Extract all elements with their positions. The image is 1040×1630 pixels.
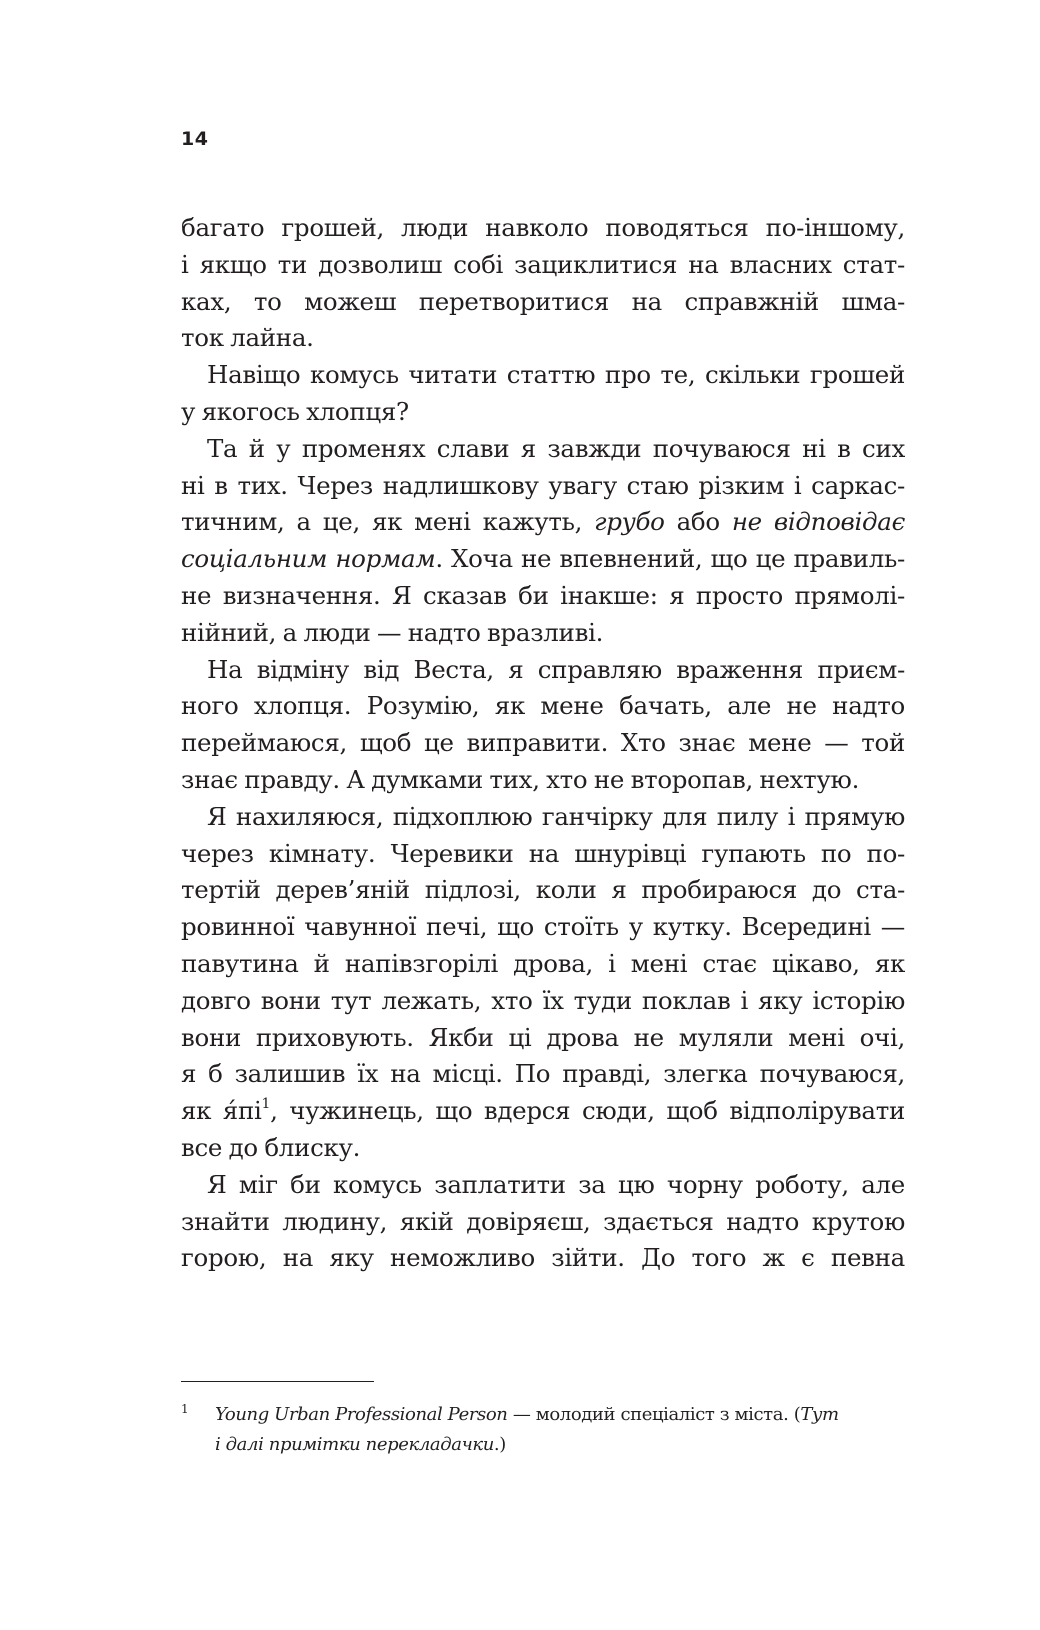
text-line <box>181 872 905 909</box>
text-line <box>181 836 905 873</box>
text-line <box>181 210 905 247</box>
text-run: тертій дерев’яній підлозі, коли я пробираюся до ста- <box>181 875 905 905</box>
italic-text: і далі примітки перекладачки <box>215 1434 494 1455</box>
text-line <box>181 1056 905 1093</box>
footnote-line <box>215 1430 905 1460</box>
text-run: переймаюся, щоб це виправити. Хто знає мене — той <box>181 728 905 758</box>
text-line <box>181 1204 905 1241</box>
text-run: . Хоча не впевнений, що це правиль- <box>435 544 905 574</box>
text-line <box>181 1167 905 1204</box>
body-text <box>181 210 905 1277</box>
text-line <box>181 615 905 652</box>
footnote-divider <box>181 1381 374 1382</box>
text-line <box>181 468 905 505</box>
text-run: я б залишив їх на місці. По правді, злегка почуваюся, <box>181 1059 905 1089</box>
text-run: Та й у променях слави я завжди почуваюся ні в сих <box>207 433 905 463</box>
footnote-reference[interactable]: 1 <box>261 1095 271 1112</box>
text-run: як я́пі <box>181 1096 262 1126</box>
text-run: вони приховують. Якби ці дрова не муляли мені очі, <box>181 1022 905 1052</box>
text-run: тичним, а це, як мені кажуть, <box>181 507 595 537</box>
text-run: На відміну від Веста, я справляю враження приєм- <box>207 654 905 684</box>
text-line <box>181 652 905 689</box>
text-run: .) <box>493 1434 506 1455</box>
text-run: не визначення. Я сказав би інакше: я просто прямолі- <box>181 580 905 610</box>
footnote-text <box>181 1400 905 1460</box>
text-run: ровинної чавунної печі, що стоїть у кутку. Всередині — <box>181 912 905 942</box>
text-run: довго вони тут лежать, хто їх туди поклав і яку історію <box>181 985 905 1015</box>
text-line <box>181 357 905 394</box>
text-run: Я міг би комусь заплатити за цю чорну роботу, але <box>207 1169 905 1199</box>
footnote-number: 1 <box>181 1402 189 1416</box>
text-run: знайти людину, якій довіряєш, здається надто крутою <box>181 1206 905 1236</box>
text-line <box>181 431 905 468</box>
text-run: ні в тих. Через надлишкову увагу стаю різким і саркас- <box>181 470 905 500</box>
page-number: 14 <box>181 128 209 150</box>
italic-text: не відповідає <box>731 507 905 537</box>
text-line <box>181 578 905 615</box>
text-line <box>181 394 905 431</box>
text-line <box>181 320 905 357</box>
text-run: через кімнату. Черевики на шнурівці гупають по по- <box>181 838 905 868</box>
text-line <box>181 688 905 725</box>
text-line <box>181 1130 905 1167</box>
text-run: ках, то можеш перетворитися на справжній шма- <box>181 286 905 316</box>
text-run: знає правду. А думками тих, хто не второпав, нехтую. <box>181 764 860 794</box>
text-run: , чужинець, що вдерся сюди, щоб відполірувати <box>270 1096 905 1126</box>
text-line <box>181 762 905 799</box>
text-run: і якщо ти дозволиш собі зациклитися на власних стат- <box>181 249 905 279</box>
text-line <box>181 284 905 321</box>
text-run: ного хлопця. Розумію, як мене бачать, але не надто <box>181 691 905 721</box>
text-line <box>181 983 905 1020</box>
text-line <box>181 946 905 983</box>
text-line <box>181 725 905 762</box>
text-run: багато грошей, люди навколо поводяться по-іншому, <box>181 213 905 242</box>
text-line <box>181 504 905 541</box>
text-run: горою, на яку неможливо зійти. До того ж є певна <box>181 1243 905 1273</box>
text-run: ток лайна. <box>181 323 314 353</box>
text-line <box>181 247 905 284</box>
text-run: нійний, а люди — надто вразливі. <box>181 617 604 647</box>
text-run: — молодий спеціаліст з міста. ( <box>507 1404 801 1425</box>
text-line <box>181 1020 905 1057</box>
italic-text: Тут <box>800 1404 839 1425</box>
text-run: все до блиску. <box>181 1132 361 1162</box>
text-run: Навіщо комусь читати статтю про те, скільки грошей <box>207 360 905 390</box>
italic-text: грубо <box>594 507 665 537</box>
text-line <box>181 541 905 578</box>
text-line <box>181 799 905 836</box>
text-line <box>181 1093 905 1130</box>
footnote-line <box>215 1400 905 1430</box>
text-line <box>181 909 905 946</box>
text-run: у якогось хлопця? <box>181 396 409 426</box>
italic-text: Young Urban Professional Person <box>215 1404 508 1425</box>
footnote <box>181 1400 905 1460</box>
text-run: павутина й напівзгорілі дрова, і мені стає цікаво, як <box>181 948 905 978</box>
text-run: або <box>664 507 732 537</box>
italic-text: соціальним нормам <box>181 544 436 574</box>
text-run: Я нахиляюся, підхоплюю ганчірку для пилу і прямую <box>207 801 905 831</box>
text-line <box>181 1240 905 1277</box>
